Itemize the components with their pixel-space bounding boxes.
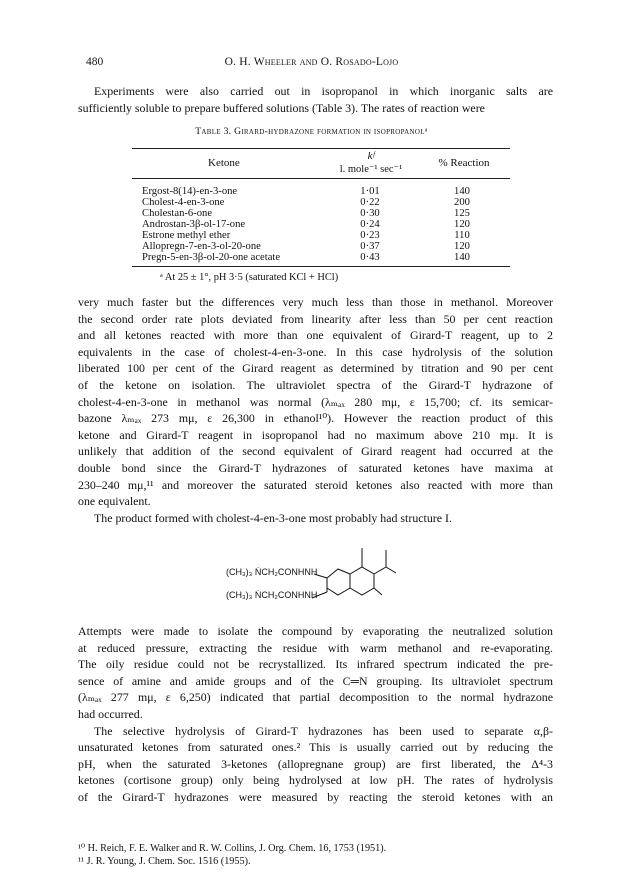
table-row [132, 186, 510, 197]
cell-reaction: 125 [454, 208, 470, 219]
text-line: The oily residue could not be recrystallized. Its infrared spectrum indicated the pre- [78, 657, 553, 672]
text-line: cholest-4-en-3-one in methanol was normal (λₘₐₓ 280 mμ, ε 15,700; cf. its semicar- [78, 394, 553, 409]
header-reaction: % Reaction [438, 157, 490, 169]
cell-reaction: 120 [454, 219, 470, 230]
structure-label-top: (CH₃)₃ ṄCH₂CONHNH [226, 567, 318, 577]
page-header [0, 56, 623, 72]
cell-ketone: Estrone methyl ether [142, 230, 231, 241]
structure-diagram [226, 540, 416, 610]
text-line: The product formed with cholest-4-en-3-one most probably had structure I. [94, 510, 452, 525]
text-line: had occurred. [78, 706, 143, 721]
running-head: O. H. Wheeler and O. Rosado-Lojo [224, 56, 399, 68]
text-line: bazone λₘₐₓ 273 mμ, ε 26,300 in ethanol¹⁰). However the reaction product of this [78, 411, 553, 426]
table-top-rule [132, 148, 510, 149]
cell-rate: 0·23 [360, 230, 380, 241]
structure-label-bottom: (CH₃)₃ ṄCH₂CONHNH [226, 590, 318, 600]
reference-item: ¹¹ J. R. Young, J. Chem. Soc. 1516 (1955). [78, 856, 251, 867]
cell-rate: 0·43 [360, 252, 380, 263]
table-bottom-rule [132, 266, 510, 267]
reference-list [78, 842, 553, 868]
text-line: at reduced pressure, extracting the residue with warm methanol and re-evaporating. [78, 640, 553, 655]
text-line: the second order rate plots deviated from linearity after less than 50 per cent reaction [78, 311, 553, 326]
header-ketone: Ketone [208, 157, 240, 169]
text-line: ketone and Girard-T reagent in isopropanol had no maximum above 210 mμ. It is [78, 427, 553, 442]
table-caption: Table 3. Girard-hydrazone formation in isopropanolᵃ [195, 126, 428, 137]
text-line: The selective hydrolysis of Girard-T hydrazones has been used to separate α,β- [94, 723, 553, 738]
table-footnote: ᵃ At 25 ± 1°, pH 3·5 (saturated KCl + HCl) [160, 272, 339, 283]
intro-paragraph [78, 83, 553, 116]
text-line: equivalents in the case of cholest-4-en-3-one. In this case hydrolysis of the solution [78, 344, 553, 359]
paragraph-isolation [78, 623, 553, 806]
paragraph-results [78, 294, 553, 526]
cell-reaction: 120 [454, 241, 470, 252]
text-line: ketones (cortisone group) only being hydrolysed at low pH. The rates of hydrolysis [78, 773, 553, 788]
reference-item: ¹⁰ H. Reich, F. E. Walker and R. W. Collins, J. Org. Chem. 16, 1753 (1951). [78, 843, 387, 854]
cell-rate: 0·22 [360, 197, 380, 208]
cell-ketone: Cholest-4-en-3-one [142, 197, 225, 208]
text-line: double bond since the Girard-T hydrazones of saturated ketones have maxima at [78, 460, 553, 475]
text-line: very much faster but the differences very much less than those in methanol. Moreover [78, 295, 553, 309]
text-line: one equivalent. [78, 494, 151, 509]
table-row [132, 208, 510, 219]
text-line: (λₘₐₓ 277 mμ, ε 6,250) indicated that partial decomposition to the normal hydrazone [78, 690, 553, 705]
text-line: unsaturated ketones from saturated ones.² This is usually carried out by reducing the [78, 740, 553, 755]
table-row [132, 219, 510, 230]
cell-reaction: 200 [454, 197, 470, 208]
cell-ketone: Pregn-5-en-3β-ol-20-one acetate [142, 252, 281, 263]
text-line: of the ketone on isolation. The ultraviolet spectra of the Girard-T hydrazone of [78, 377, 553, 392]
header-rate-symbol: kᶠ [367, 150, 375, 162]
text-line: unlikely that addition of the second equivalent of Girard reagent had occurred at the [78, 444, 553, 459]
cell-rate: 0·37 [360, 241, 380, 252]
cell-rate: 0·24 [360, 219, 380, 230]
text-line: sence of amine and amide groups and of the C═N grouping. Its ultraviolet spectrum [78, 673, 553, 688]
text-line: Experiments were also carried out in isopropanol in which inorganic salts are [94, 84, 553, 98]
cell-reaction: 140 [454, 252, 470, 263]
cell-rate: 1·01 [360, 186, 380, 197]
cell-reaction: 110 [454, 230, 470, 241]
cell-ketone: Cholestan-6-one [142, 208, 213, 219]
text-line: Attempts were made to isolate the compound by evaporating the neutralized solution [78, 624, 553, 638]
cell-reaction: 140 [454, 186, 470, 197]
text-line: of the Girard-T hydrazones were measured by reacting the steroid ketones with an [78, 789, 553, 804]
text-line: 230–240 mμ,¹¹ and moreover the saturated steroid ketones also reacted with more than [78, 477, 553, 492]
table-row [132, 230, 510, 241]
cell-ketone: Androstan-3β-ol-17-one [142, 219, 246, 230]
text-line: sufficiently soluble to prepare buffered solutions (Table 3). The rates of reaction were [78, 100, 485, 115]
table-row [132, 241, 510, 252]
table-row [132, 252, 510, 263]
header-rate-units: l. mole⁻¹ sec⁻¹ [339, 164, 403, 175]
text-line: and all ketones reacted with more than one equivalent of Girard-T reagent, up to 2 [78, 328, 553, 343]
cell-rate: 0·30 [360, 208, 380, 219]
text-line: liberated 100 per cent of the Girard reagent as determined by titration and 90 per cent [78, 361, 553, 376]
cell-ketone: Allopregn-7-en-3-ol-20-one [142, 241, 261, 252]
cell-ketone: Ergost-8(14)-en-3-one [142, 186, 238, 197]
page-number: 480 [86, 56, 104, 68]
text-line: pH, when the saturated 3-ketones (allopregnane group) are first liberated, the Δ⁴-3 [78, 756, 553, 771]
table-header-rule [132, 178, 510, 179]
table-row [132, 197, 510, 208]
